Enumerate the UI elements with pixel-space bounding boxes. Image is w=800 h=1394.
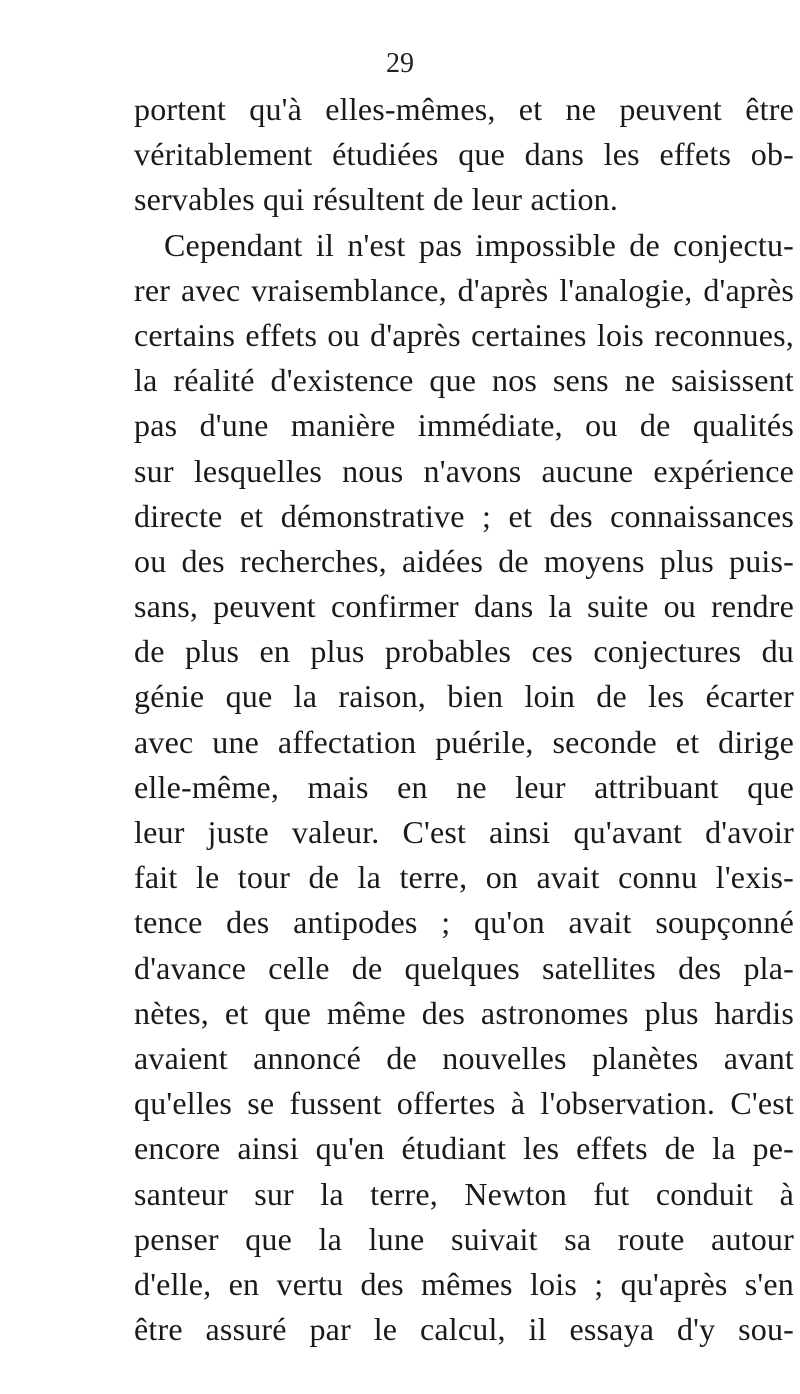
text-line: d'avance celle de quelques satellites des pla- bbox=[134, 949, 794, 986]
text-line: santeur sur la terre, Newton fut conduit à bbox=[134, 1175, 794, 1212]
text-line: avec une affectation puérile, seconde et dirige bbox=[134, 723, 794, 760]
text-line: avaient annoncé de nouvelles planètes avant bbox=[134, 1039, 794, 1076]
page-number: 29 bbox=[386, 48, 414, 79]
text-line: directe et démonstrative ; et des connaissances bbox=[134, 497, 794, 534]
text-line: sur lesquelles nous n'avons aucune expérience bbox=[134, 452, 794, 489]
text-line: de plus en plus probables ces conjectures du bbox=[134, 633, 794, 670]
text-line: d'elle, en vertu des mêmes lois ; qu'après s'en bbox=[134, 1265, 794, 1302]
text-line: nètes, et que même des astronomes plus hardis bbox=[134, 994, 794, 1031]
text-line: la réalité d'existence que nos sens ne saisissent bbox=[134, 362, 794, 399]
text-line: qu'elles se fussent offertes à l'observation. C'est bbox=[134, 1085, 794, 1122]
text-line: ou des recherches, aidées de moyens plus puis- bbox=[134, 542, 794, 579]
text-line: elle-même, mais en ne leur attribuant que bbox=[134, 768, 794, 805]
text-line: penser que la lune suivait sa route autour bbox=[134, 1220, 794, 1257]
text-line: portent qu'à elles-mêmes, et ne peuvent être bbox=[134, 91, 794, 127]
text-line: encore ainsi qu'en étudiant les effets de la pe- bbox=[134, 1130, 794, 1167]
text-line: génie que la raison, bien loin de les écarter bbox=[134, 678, 794, 715]
text-line: servables qui résultent de leur action. bbox=[134, 181, 619, 218]
text-line: véritablement étudiées que dans les effets ob- bbox=[134, 136, 794, 173]
text-line: sans, peuvent confirmer dans la suite ou rendre bbox=[134, 588, 794, 625]
text-line: rer avec vraisemblance, d'après l'analogie, d'après bbox=[134, 271, 794, 308]
text-line: leur juste valeur. C'est ainsi qu'avant d'avoir bbox=[134, 814, 794, 850]
text-line: certains effets ou d'après certaines lois reconnues, bbox=[134, 316, 794, 353]
text-line: pas d'une manière immédiate, ou de qualités bbox=[134, 407, 794, 444]
text-line: être assuré par le calcul, il essaya d'y sou- bbox=[134, 1311, 794, 1348]
text-line: tence des antipodes ; qu'on avait soupçonné bbox=[134, 904, 794, 941]
body-text bbox=[134, 87, 794, 1352]
text-line: fait le tour de la terre, on avait connu l'exis- bbox=[134, 859, 794, 896]
text-line: Cependant il n'est pas impossible de conjectu- bbox=[164, 226, 794, 263]
